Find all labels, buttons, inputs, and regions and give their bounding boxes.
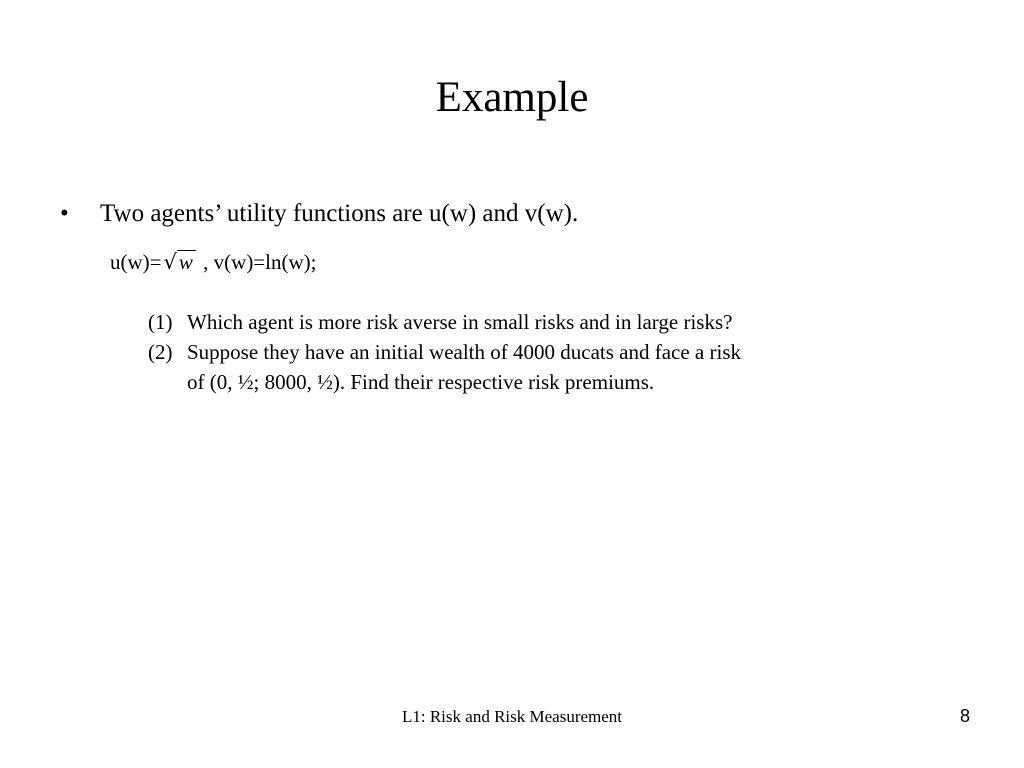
slide-title: Example	[435, 74, 589, 121]
square-root-expression	[164, 247, 196, 277]
question-text: Suppose they have an initial wealth of 4000 ducats and face a risk	[187, 340, 741, 364]
bullet-item	[60, 198, 578, 230]
page-number: 8	[959, 706, 970, 726]
formula-suffix: , v(w)=ln(w);	[203, 250, 317, 274]
question-text: Which agent is more risk averse in small risks and in large risks?	[187, 310, 733, 334]
question-text-continuation: of (0, ½; 8000, ½). Find their respective risk premiums.	[187, 370, 655, 394]
bullet-text: Two agents’ utility functions are u(w) and v(w).	[100, 200, 579, 227]
question-list	[148, 307, 741, 397]
utility-formula	[110, 247, 316, 277]
question-item	[148, 337, 741, 367]
question-number: (1)	[148, 310, 173, 334]
square-root-icon: √	[163, 250, 177, 274]
sqrt-variable: w	[177, 250, 196, 273]
footer-label: L1: Risk and Risk Measurement	[401, 707, 623, 726]
question-number: (2)	[148, 340, 173, 364]
question-item	[148, 307, 741, 337]
bullet-icon: •	[60, 200, 69, 227]
formula-prefix: u(w)=	[110, 250, 162, 274]
